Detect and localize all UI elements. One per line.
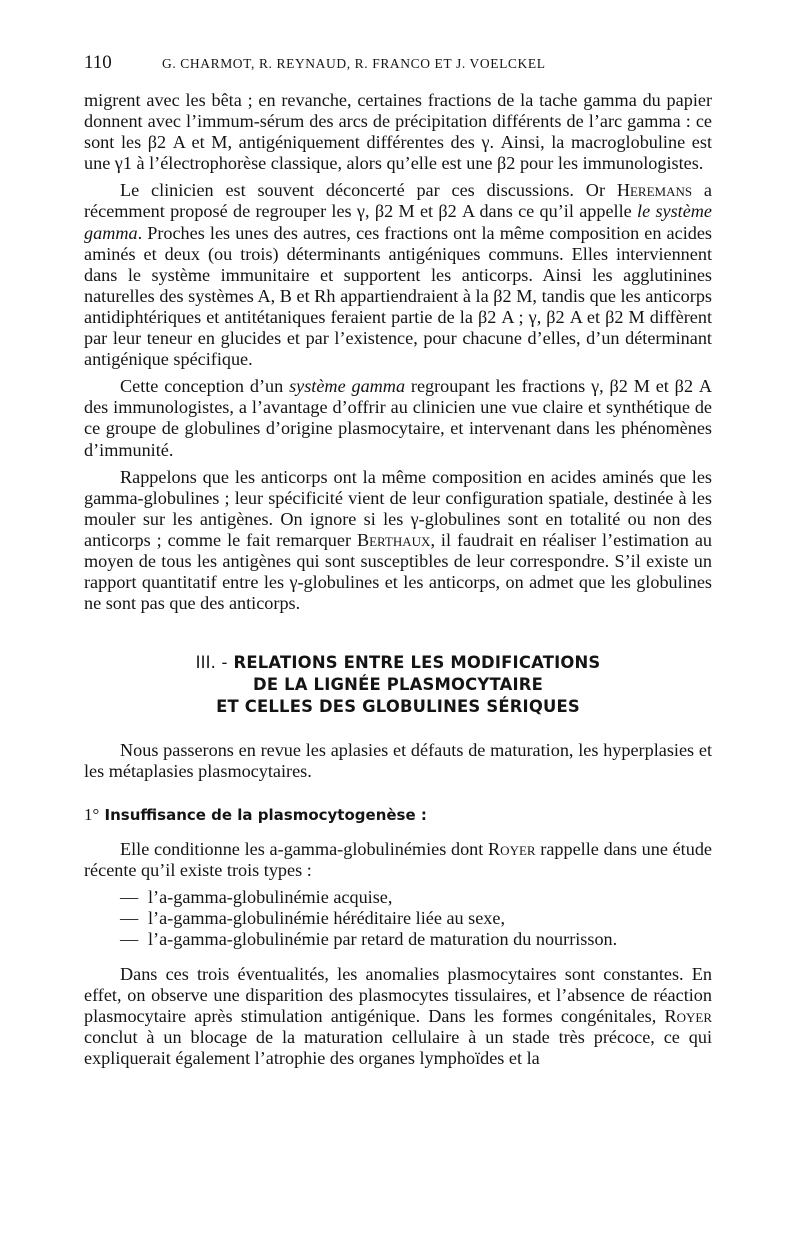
paragraph-7-text-b: conclut à un blocage de la maturation cellulaire à un stade très précoce, ce qui expliquerait également l’atrophie des organes lymphoïdes et la: [84, 1027, 712, 1069]
types-list: [120, 887, 712, 950]
section-title-line-1: RELATIONS ENTRE LES MODIFICATIONS: [233, 653, 601, 673]
paragraph-2-text-a: Le clinicien est souvent déconcerté par ces discussions. Or: [120, 180, 605, 201]
subsection-heading: [84, 804, 712, 826]
paragraph-2-text-b: a récemment proposé de regrouper les γ, β2 M et β2 A dans ce qu’il appelle: [84, 180, 712, 222]
running-header: [84, 52, 712, 82]
page-number: 110: [84, 52, 112, 73]
paragraph-6: [84, 839, 712, 881]
term-systeme-gamma: le système gamma: [84, 201, 713, 243]
body-text: [84, 90, 712, 1069]
paragraph-3-text-b: regroupant les fractions γ, β2 M et β2 A des immunologistes, a l’avantage d’offrir au clinicien une vue claire et synthétique de ce groupe de globulines d’origine plasmocytaire, et intervenant dans les phénomènes d’immunité.: [84, 376, 713, 460]
paragraph-4-text-a: Rappelons que les anticorps ont la même composition en acides aminés que les gamma-globulines ; leur spécificité vient de leur configuration spatiale, destinée à les mouler sur les antigènes. On ignore si les γ-globulines sont en totalité ou non des anticorps ; comme le fait remarquer: [84, 466, 712, 550]
author-name-royer: Royer: [488, 838, 536, 859]
paragraph-1: migrent avec les bêta ; en revanche, certaines fractions de la tache gamma du papier donnent avec l’immum-sérum des arcs de précipitation différents de l’arc gamma : ce sont les β2 A et M, antigéniquement différentes des γ. Ainsi, la macroglobuline est une γ1 à l’électrophorèse classique, alors qu’elle est une β2 pour les immunologistes.: [84, 90, 712, 174]
paragraph-7: [84, 964, 712, 1069]
section-number: III. -: [195, 653, 228, 673]
paragraph-3: [84, 376, 712, 460]
subsection-title: Insuffisance de la plasmocytogenèse :: [104, 806, 427, 825]
section-heading-line-1: [84, 652, 712, 674]
running-head-authors: G. CHARMOT, R. REYNAUD, R. FRANCO ET J. VOELCKEL: [162, 56, 546, 71]
author-name-berthaux: Berthaux: [356, 529, 431, 550]
paragraph-4-text-b: , il faudrait en réaliser l’estimation au moyen de tous les antigènes qui sont susceptibles de leur correspondre. S’il existe un rapport quantitatif entre les γ-globulines et les anticorps, on admet que les globulines ne sont pas que des anticorps.: [84, 529, 712, 614]
list-item: — l’a-gamma-globulinémie acquise,: [120, 887, 712, 908]
paragraph-6-text-a: Elle conditionne les a-gamma-globulinémies dont: [120, 838, 484, 859]
term-systeme-gamma-2: système gamma: [289, 376, 406, 397]
section-title-line-2: DE LA LIGNÉE PLASMOCYTAIRE: [253, 675, 543, 695]
paragraph-5: Nous passerons en revue les aplasies et défauts de maturation, les hyperplasies et les métaplasies plasmocytaires.: [84, 740, 712, 782]
list-item: — l’a-gamma-globulinémie héréditaire liée au sexe,: [120, 908, 712, 929]
author-name-heremans: Heremans: [616, 180, 693, 201]
paragraph-4: [84, 467, 712, 615]
paragraph-7-text-a: Dans ces trois éventualités, les anomalies plasmocytaires sont constantes. En effet, on observe une disparition des plasmocytes tissulaires, et l’absence de réaction plasmocytaire après stimulation antigénique. Dans les formes congénitales,: [84, 964, 712, 1027]
paragraph-2-text-c: . Proches les unes des autres, ces fractions ont la même composition en acides aminés et deux (ou trois) déterminants antigéniques communs. Elles interviennent dans le système immunitaire et supportent les anticorps. Ainsi les agglutinines naturelles des systèmes A, B et Rh appartiendraient à la β2 M, tandis que les anticorps antidiphtériques et antitétaniques feraient partie de la β2 A ; γ, β2 A et β2 M diffèrent par leur teneur en glucides et par l’existence, pour chacune d’elles, d’un déterminant antigénique spécifique.: [84, 222, 712, 370]
paragraph-2: [84, 180, 712, 370]
author-name-royer-2: Royer: [664, 1006, 713, 1027]
section-heading: [84, 652, 712, 718]
section-title-line-3: ET CELLES DES GLOBULINES SÉRIQUES: [216, 697, 580, 717]
paragraph-3-text-a: Cette conception d’un: [120, 376, 284, 397]
list-item: — l’a-gamma-globulinémie par retard de maturation du nourrisson.: [120, 929, 712, 950]
subsection-number: 1°: [84, 805, 100, 825]
paragraph-6-text-b: rappelle dans une étude récente qu’il existe trois types :: [84, 838, 712, 880]
